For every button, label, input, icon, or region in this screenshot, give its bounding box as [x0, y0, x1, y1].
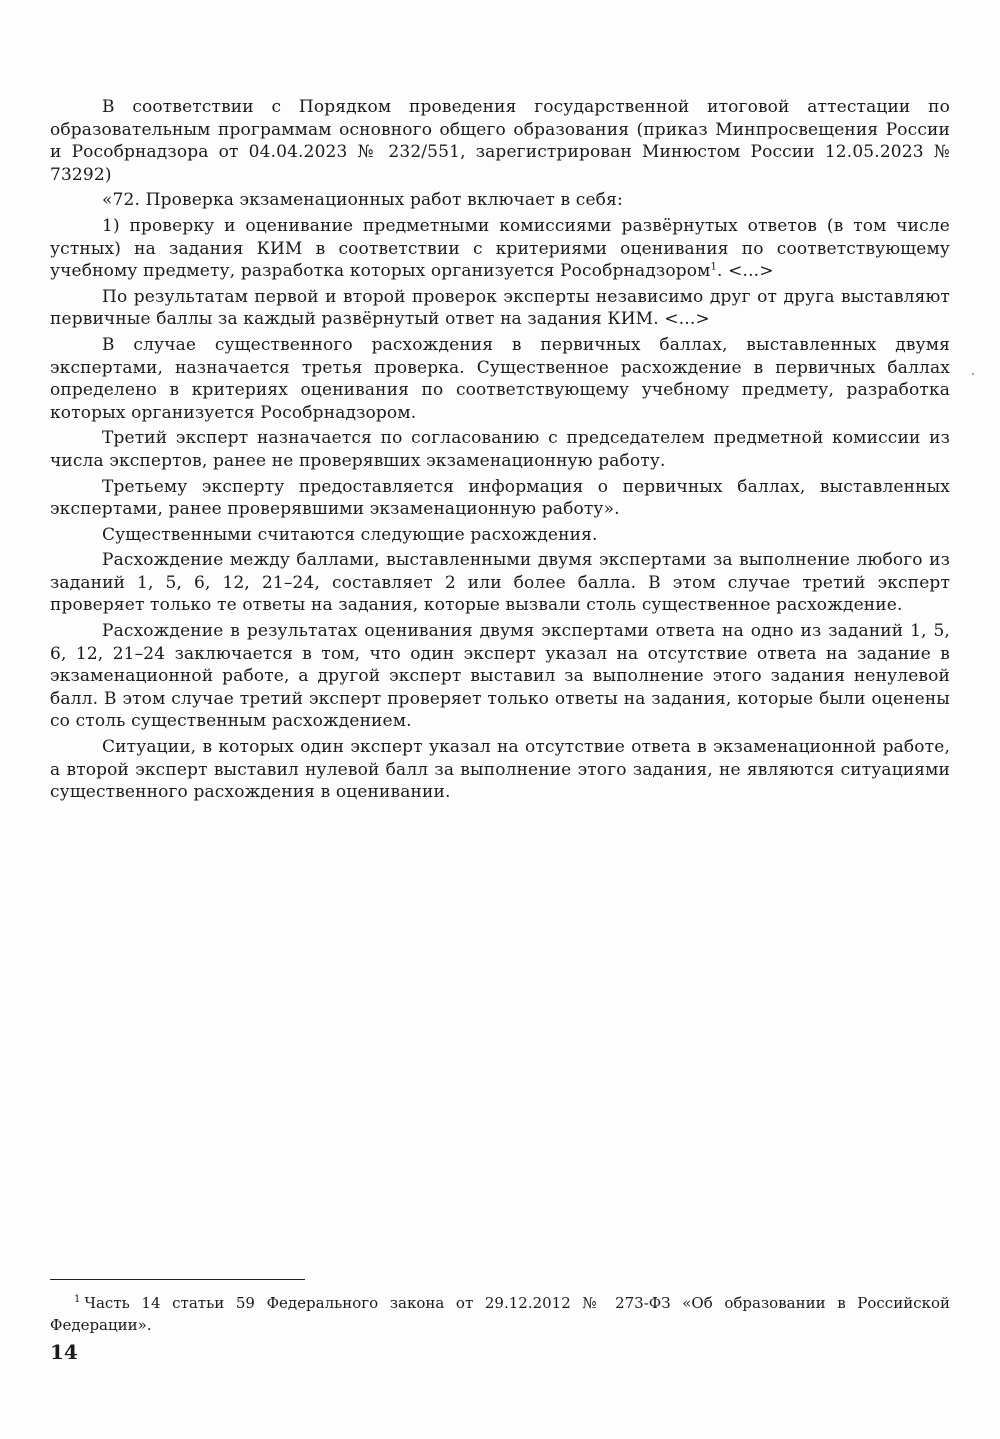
- paragraph-discrepancy-scores: Расхождение между баллами, выставленными двумя экспертами за выполнение любого из заданий 1, 5, 6, 12, 21–24, составляет 2 или более балла. В этом случае третий эксперт проверяет только те ответы на задания, которые вызвали столь существенное расхождение.: [50, 550, 950, 616]
- paragraph-item-one: [50, 215, 950, 283]
- paragraph-third-expert: Третий эксперт назначается по согласованию с председателем предметной комиссии из числа экспертов, ранее не проверявших экзаменационную работу.: [50, 428, 950, 471]
- paragraph-third-check: В случае существенного расхождения в первичных баллах, выставленных двумя экспертами, назначается третья проверка. Существенное расхождение в первичных баллах определено в критериях оценивания по соответствующему учебному предмету, разработка которых организуется Рособрнадзором.: [50, 334, 950, 423]
- scan-speck: [972, 373, 974, 375]
- footnote-text: Часть 14 статьи 59 Федерального закона от 29.12.2012 № 273-ФЗ «Об образовании в Российской Федерации».: [50, 1294, 950, 1334]
- paragraph-first-second-check: По результатам первой и второй проверок эксперты независимо друг от друга выставляют первичные баллы за каждый развёрнутый ответ на задания КИМ. <...>: [50, 286, 950, 330]
- main-text: [50, 96, 950, 807]
- paragraph-discrepancy-absence: Расхождение в результатах оценивания двумя экспертами ответа на одно из заданий 1, 5, 6, 12, 21–24 заключается в том, что один эксперт указал на отсутствие ответа на задание в экзаменационной работе, а другой эксперт выставил за выполнение этого задания ненулевой балл. В этом случае третий эксперт проверяет только ответы на задания, которые были оценены со столь существенным расхождением.: [50, 621, 950, 732]
- paragraph-intro: В соответствии с Порядком проведения государственной итоговой аттестации по образовательным программам основного общего образования (приказ Минпросвещения России и Рособрнадзора от 04.04.2023 № 232/551, зарегистрирован Минюстом России 12.05.2023 № 73292): [50, 97, 950, 185]
- paragraph-third-expert-info: Третьему эксперту предоставляется информация о первичных баллах, выставленных экспертами, ранее проверявшими экзаменационную работу».: [50, 476, 950, 520]
- paragraph-situations: Ситуации, в которых один эксперт указал на отсутствие ответа в экзаменационной работе, а второй эксперт выставил нулевой балл за выполнение этого задания, не являются ситуациями существенного расхождения в оценивании.: [50, 737, 950, 803]
- footnote-reference: 1: [710, 261, 718, 273]
- paragraph-item-72: «72. Проверка экзаменационных работ включает в себя:: [102, 190, 623, 211]
- footnote-divider: [50, 1279, 305, 1280]
- page-number: 14: [50, 1340, 78, 1364]
- paragraph-significant-heading: Существенными считаются следующие расхождения.: [102, 524, 598, 545]
- item-one-tail: . <...>: [717, 261, 774, 282]
- footnote: [50, 1292, 950, 1336]
- footnote-mark: 1: [74, 1294, 81, 1305]
- item-one-text: 1) проверку и оценивание предметными комиссиями развёрнутых ответов (в том числе устных) на задания КИМ в соответствии с критериями оценивания по соответствующему учебному предмету, разработка которых организуется Рособрнадзором: [50, 215, 950, 282]
